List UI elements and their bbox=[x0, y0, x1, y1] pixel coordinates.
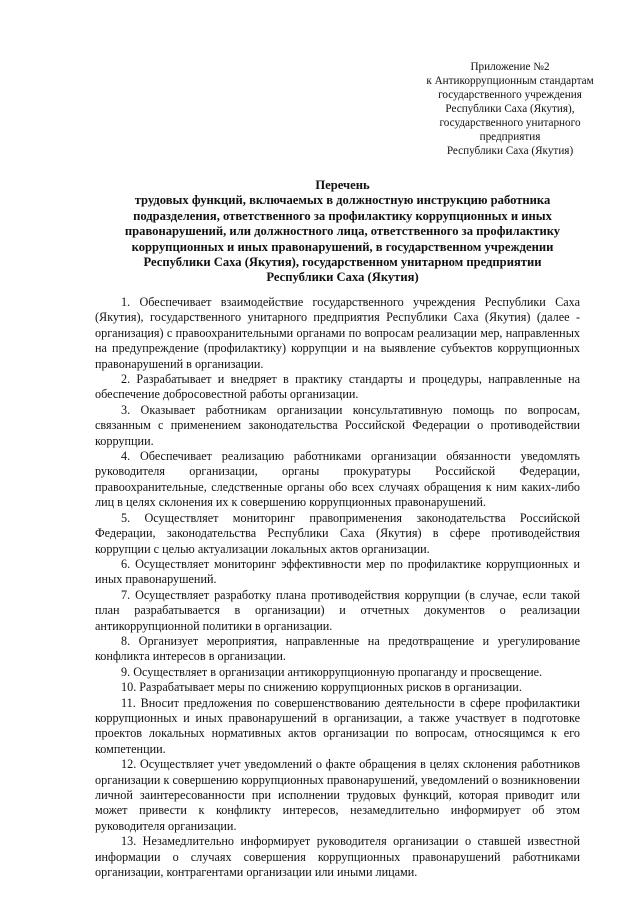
list-item: 5. Осуществляет мониторинг правоприменения законодательства Российской Федерации, законодательства Республики Саха (Якутия) в сфере противодействия коррупции с целью актуализации локальных актов организации. bbox=[95, 510, 580, 556]
title-line: Республики Саха (Якутия) bbox=[266, 270, 419, 285]
appendix-line: Республики Саха (Якутия) bbox=[446, 145, 574, 157]
list-item: 4. Обеспечивает реализацию работниками организации обязанности уведомлять руководителя организации, органы прокуратуры Российской Федерации, правоохранительные, следственные органы обо всех случаях обращения к ним каких-либо лиц в целях склонения их к совершению коррупционных правонарушений. bbox=[95, 449, 580, 510]
list-item: 11. Вносит предложения по совершенствованию деятельности в сфере профилактики коррупционных и иных правонарушений в организации, а также участвует в подготовке проектов локальных нормативных актов организации по вопросам, относящимся к его компетенции. bbox=[95, 695, 580, 756]
list-item: 1. Обеспечивает взаимодействие государственного учреждения Республики Саха (Якутия), государственного унитарного предприятия Республики Саха (Якутия) (далее - организация) с правоохранительными органами по вопросам реализации мер, направленных на предупреждение (профилактику) коррупции и на выявление субъектов коррупционных правонарушений в организации. bbox=[95, 295, 580, 371]
list-item: 9. Осуществляет в организации антикоррупционную пропаганду и просвещение. bbox=[121, 664, 543, 679]
appendix-line: Приложение №2 bbox=[470, 61, 550, 73]
title-line: Республики Саха (Якутия), государственном унитарном предприятии bbox=[143, 255, 542, 270]
list-item: 10. Разрабатывает меры по снижению коррупционных рисков в организации. bbox=[121, 680, 522, 695]
title-line: коррупционных и иных правонарушений, в государственном учреждении bbox=[131, 239, 554, 254]
appendix-line: предприятия bbox=[479, 131, 541, 143]
appendix-line: государственного унитарного bbox=[439, 117, 581, 129]
appendix-line: к Антикоррупционным стандартам bbox=[426, 75, 594, 87]
list-item: 6. Осуществляет мониторинг эффективности мер по профилактике коррупционных и иных правонарушений. bbox=[95, 556, 580, 587]
title-line: подразделения, ответственного за профилактику коррупционных и иных bbox=[133, 208, 552, 223]
title-line: Перечень bbox=[315, 178, 370, 192]
list-item: 7. Осуществляет разработку плана противодействия коррупции (в случае, если такой план разрабатывается в организации) и отчетных документов о реализации антикоррупционной политики в организации. bbox=[95, 587, 580, 633]
appendix-line: Республики Саха (Якутия), bbox=[445, 103, 575, 115]
appendix-line: государственного учреждения bbox=[438, 89, 582, 101]
list-item: 2. Разрабатывает и внедряет в практику стандарты и процедуры, направленные на обеспечение добросовестной работы организации. bbox=[95, 372, 580, 402]
list-item: 13. Незамедлительно информирует руководителя организации о ставшей известной информации о случаях совершения коррупционных правонарушений работниками организации, контрагентами организации или иными лицами. bbox=[95, 834, 580, 880]
list-item: 12. Осуществляет учет уведомлений о факте обращения в целях склонения работников организации к совершению коррупционных правонарушений, уведомлений о возникновении личной заинтересованности при исполнении трудовых функций, которая приводит или может привести к конфликту интересов, незамедлительно информирует об этом руководителя организации. bbox=[95, 757, 580, 833]
appendix-note bbox=[405, 60, 615, 158]
list-item: 3. Оказывает работникам организации консультативную помощь по вопросам, связанным с применением законодательства Российской Федерации о противодействии коррупции. bbox=[95, 402, 580, 448]
document-body bbox=[95, 295, 580, 880]
document-title bbox=[100, 178, 585, 286]
list-item: 8. Организует мероприятия, направленные на предотвращение и урегулирование конфликта интересов в организации. bbox=[95, 633, 580, 664]
title-line: трудовых функций, включаемых в должностную инструкцию работника bbox=[134, 193, 551, 208]
title-line: правонарушений, или должностного лица, ответственного за профилактику bbox=[124, 224, 561, 239]
